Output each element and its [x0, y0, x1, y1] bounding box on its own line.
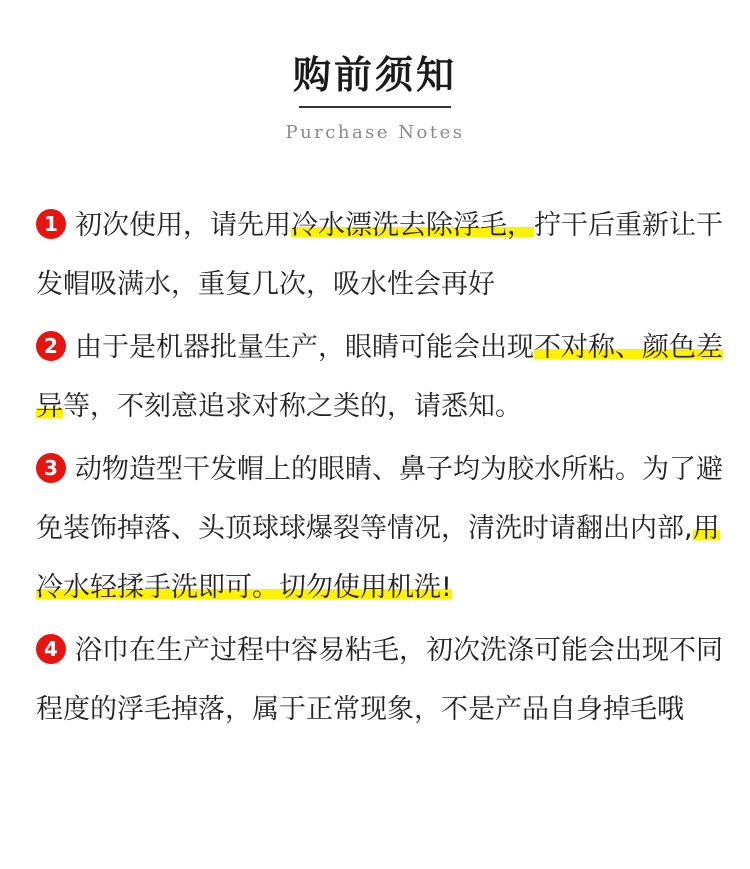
note-4 — [36, 621, 726, 739]
number-badge-4: 4 — [36, 634, 66, 664]
note-2 — [36, 318, 726, 436]
note-1 — [36, 196, 726, 314]
page-title: 购前须知 — [292, 53, 457, 97]
number-badge-2: 2 — [36, 331, 66, 361]
number-badge-3: 3 — [36, 453, 66, 483]
number-badge-1: 1 — [36, 209, 66, 239]
note-4-text-a: 浴巾在生产过程中容易粘毛，初次洗涤可能会出现不同程度的浮毛掉落，属于正常现象，不是产品自身掉毛哦 — [36, 635, 723, 725]
notes-list — [36, 196, 726, 739]
note-3-highlight: 用冷水轻揉手洗即可。切勿使用机洗! — [36, 513, 720, 603]
note-2-text-a: 由于是机器批量生产，眼睛可能会出现 — [75, 332, 534, 363]
note-1-highlight: 冷水漂洗去除浮毛， — [291, 210, 534, 241]
note-3 — [36, 440, 726, 617]
page-subtitle: Purchase Notes — [285, 122, 465, 143]
note-1-text-a: 初次使用，请先用 — [75, 210, 291, 241]
note-1-text-b: 拧干后重新让干发帽吸满水，重复几次，吸水性会再好 — [36, 210, 723, 300]
note-2-highlight: 不对称、颜色差异 — [36, 332, 723, 422]
note-3-text-a: 动物造型干发帽上的眼睛、鼻子均为胶水所粘。为了避免装饰掉落、头顶球球爆裂等情况，清洗时请翻出内部, — [36, 454, 723, 544]
note-2-text-b: 等，不刻意追求对称之类的，请悉知。 — [63, 391, 522, 422]
title-underline — [299, 106, 451, 108]
